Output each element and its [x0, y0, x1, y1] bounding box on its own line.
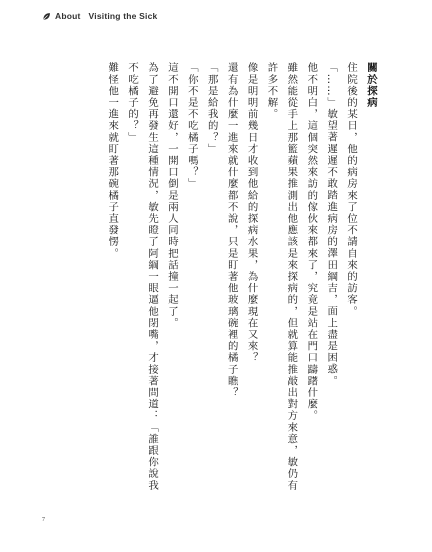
page-number: 7 [42, 517, 45, 523]
paragraph: 為了避免再發生這種情況，敏先瞪了阿綱一眼逼他閉嘴，才接著問道：「誰跟你說我不吃橘子的？」 [126, 62, 159, 492]
paragraph: 這不開口還好，一開口倒是兩人同時把話撞一起了。 [165, 62, 178, 329]
running-header [42, 11, 157, 21]
paragraph: 「那是給我的？」 [205, 62, 218, 155]
paragraph: 「你不是不吃橘子嗎？」 [185, 62, 198, 190]
paragraph: 他不明白，這個突然來訪的傢伙來都來了，究竟是站在門口躊躇什麼。 [305, 62, 318, 422]
paragraph: 難怪他一進來就盯著那碗橘子直發愣。 [106, 62, 119, 260]
vertical-text-body [50, 62, 380, 494]
paragraph: 還有為什麼一進來就什麼都不說，只是盯著他玻璃碗裡的橘子瞧？ [225, 62, 238, 399]
leaf-icon [42, 12, 51, 21]
article-title: 關於探病 [365, 62, 377, 109]
chapter-title: Visiting the Sick [88, 11, 158, 21]
paragraph: 像是明明前幾日才收到他給的探病水果，為什麼現在又來？ [245, 62, 258, 364]
paragraph: 「……」敏望著遲遲不敢踏進病房的澤田綱吉，面上盡是困惑。 [325, 62, 338, 387]
paragraph: 住院後的某日，他的病房來了位不請自來的訪客。 [345, 62, 358, 318]
paragraph: 雖然能從手上那籃蘋果推測出他應該是來探病的，但就算能推敲出對方來意，敏仍有許多不解。 [265, 62, 298, 492]
section-label: About [55, 11, 81, 21]
